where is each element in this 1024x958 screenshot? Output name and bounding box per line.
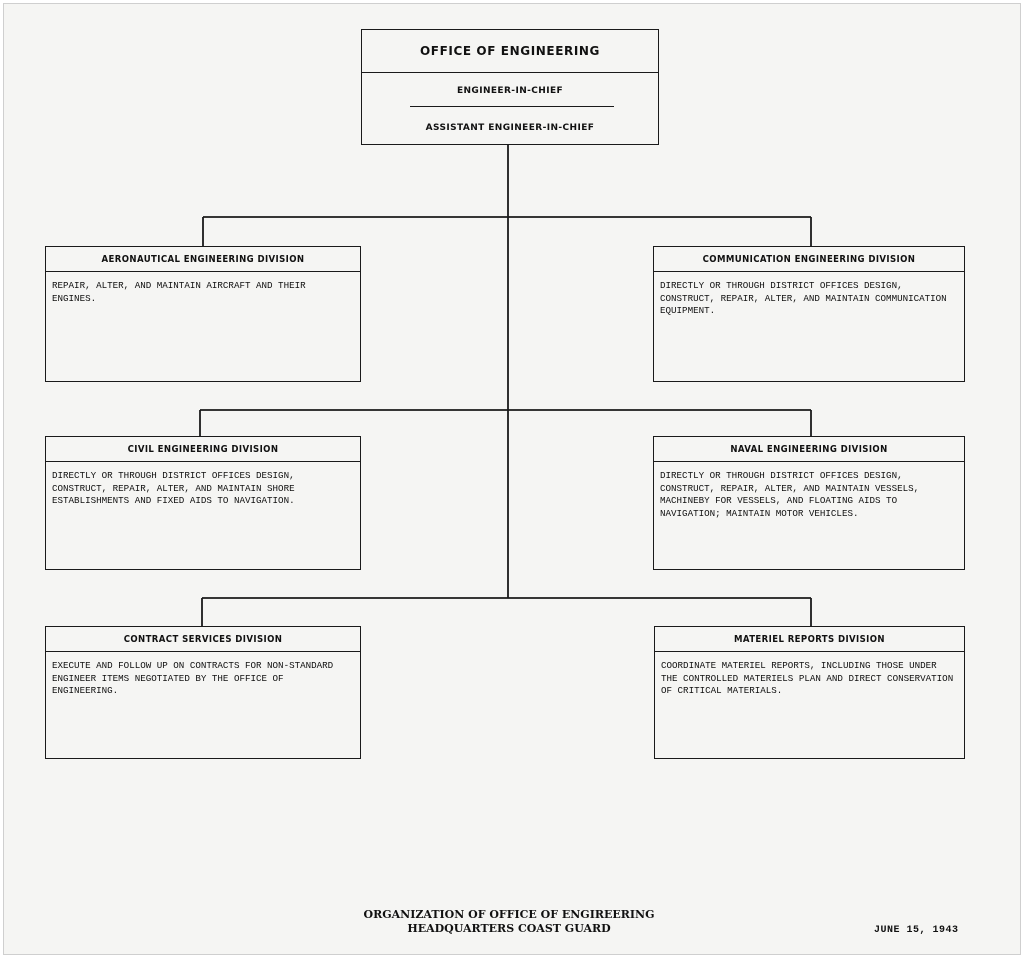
org-chart-page xyxy=(3,3,1021,955)
division-description: DIRECTLY OR THROUGH DISTRICT OFFICES DESIGN, CONSTRUCT, REPAIR, ALTER, AND MAINTAIN VESSELS, MACHINEBY FOR VESSELS, AND FLOATING AIDS TO NAVIGATION; MAINTAIN MOTOR VEHICLES. xyxy=(660,470,920,519)
division-description: COORDINATE MATERIEL REPORTS, INCLUDING THOSE UNDER THE CONTROLLED MATERIELS PLAN AND DIRECT CONSERVATION OF CRITICAL MATERIALS. xyxy=(661,660,954,696)
office-of-engineering-box xyxy=(361,29,659,145)
division-description: DIRECTLY OR THROUGH DISTRICT OFFICES DESIGN, CONSTRUCT, REPAIR, ALTER, AND MAINTAIN SHORE ESTABLISHMENTS AND FIXED AIDS TO NAVIGATION. xyxy=(52,470,295,506)
engineer-in-chief-label: ENGINEER-IN-CHIEF xyxy=(456,86,564,96)
materiel-reports-division-box xyxy=(654,626,965,759)
contract-services-division-box xyxy=(45,626,361,759)
division-title: COMMUNICATION ENGINEERING DIVISION xyxy=(654,247,964,272)
division-description: REPAIR, ALTER, AND MAINTAIN AIRCRAFT AND THEIR ENGINES. xyxy=(52,280,306,304)
caption-line-2: HEADQUARTERS COAST GUARD xyxy=(407,922,611,935)
title-divider xyxy=(410,106,614,107)
chart-caption xyxy=(294,908,724,936)
communication-division-box xyxy=(653,246,965,382)
division-title: NAVAL ENGINEERING DIVISION xyxy=(654,437,964,462)
division-description: DIRECTLY OR THROUGH DISTRICT OFFICES DESIGN, CONSTRUCT, REPAIR, ALTER, AND MAINTAIN COMMUNICATION EQUIPMENT. xyxy=(660,280,947,316)
aeronautical-division-box xyxy=(45,246,361,382)
division-title: CONTRACT SERVICES DIVISION xyxy=(46,627,360,652)
assistant-engineer-label: ASSISTANT ENGINEER-IN-CHIEF xyxy=(425,123,595,133)
civil-division-box xyxy=(45,436,361,570)
naval-division-box xyxy=(653,436,965,570)
chart-date: JUNE 15, 1943 xyxy=(874,925,959,936)
division-title: MATERIEL REPORTS DIVISION xyxy=(655,627,964,652)
caption-line-1: ORGANIZATION OF OFFICE OF ENGIREERING xyxy=(363,908,655,921)
office-title: OFFICE OF ENGINEERING xyxy=(362,30,658,73)
division-description: EXECUTE AND FOLLOW UP ON CONTRACTS FOR NON-STANDARD ENGINEER ITEMS NEGOTIATED BY THE OFFICE OF ENGINEERING. xyxy=(52,660,334,696)
division-title: CIVIL ENGINEERING DIVISION xyxy=(46,437,360,462)
division-title: AERONAUTICAL ENGINEERING DIVISION xyxy=(46,247,360,272)
